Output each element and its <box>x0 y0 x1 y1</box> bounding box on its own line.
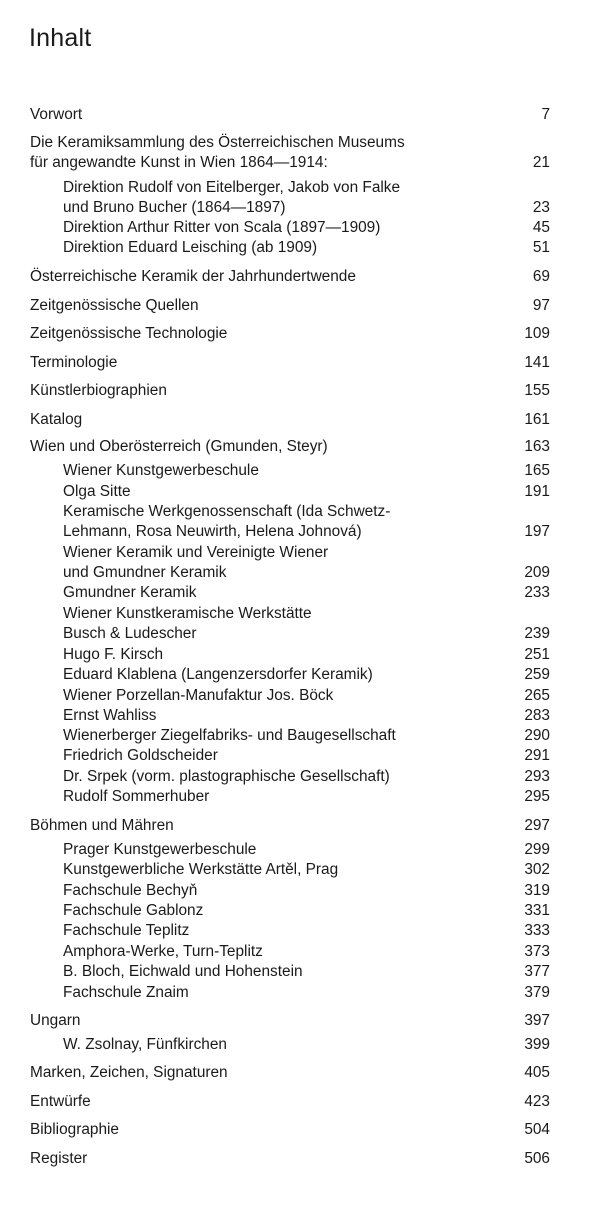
page-number: 251 <box>524 646 550 663</box>
page-number: 141 <box>524 354 550 371</box>
entry-title: Gmundner Keramik <box>63 584 197 601</box>
page-number: 161 <box>524 411 550 428</box>
entry-title: Fachschule Teplitz <box>63 922 190 939</box>
entry-title: Zeitgenössische Technologie <box>30 325 228 342</box>
entry-title: Katalog <box>30 411 83 428</box>
page-number: 259 <box>524 666 550 683</box>
entry-title: Direktion Arthur Ritter von Scala (1897—1909) <box>63 219 381 236</box>
entry-title: Hugo F. Kirsch <box>63 646 164 663</box>
page-number: 423 <box>524 1093 550 1110</box>
page-number: 333 <box>524 922 550 939</box>
page-number: 69 <box>532 268 550 285</box>
page-number: 233 <box>524 584 550 601</box>
entry-title: Register <box>30 1150 88 1167</box>
page-number: 109 <box>524 325 550 342</box>
entry-title: Amphora-Werke, Turn-Teplitz <box>63 943 263 960</box>
entry-title: W. Zsolnay, Fünfkirchen <box>63 1036 227 1053</box>
entry-title: Böhmen und Mähren <box>30 817 174 834</box>
entry-title: Fachschule Bechyň <box>63 882 198 899</box>
page-number: 295 <box>524 788 550 805</box>
entry-title: Ernst Wahliss <box>63 707 157 724</box>
page-number: 397 <box>524 1012 550 1029</box>
page-number: 97 <box>532 297 550 314</box>
page-number: 45 <box>532 219 550 236</box>
page-number: 379 <box>524 984 550 1001</box>
entry-title: für angewandte Kunst in Wien 1864—1914: <box>30 154 328 171</box>
entry-title: Busch & Ludescher <box>63 625 197 642</box>
entry-title: Marken, Zeichen, Signaturen <box>30 1064 228 1081</box>
entry-title: und Gmundner Keramik <box>63 564 227 581</box>
page-number: 155 <box>524 382 550 399</box>
page-number: 290 <box>524 727 550 744</box>
page-number: 209 <box>524 564 550 581</box>
page-number: 399 <box>524 1036 550 1053</box>
entry-title: Kunstgewerbliche Werkstätte Artěl, Prag <box>63 861 339 878</box>
page-number: 377 <box>524 963 550 980</box>
page-number: 405 <box>524 1064 550 1081</box>
entry-title: Prager Kunstgewerbeschule <box>63 841 257 858</box>
page-number: 239 <box>524 625 550 642</box>
page-number: 165 <box>524 462 550 479</box>
entry-title: Terminologie <box>30 354 118 371</box>
entry-title: Wiener Keramik und Vereinigte Wiener <box>63 544 329 561</box>
page-number: 291 <box>524 747 550 764</box>
entry-title: Direktion Eduard Leisching (ab 1909) <box>63 239 318 256</box>
page-number: 319 <box>524 882 550 899</box>
entry-title: Wien und Oberösterreich (Gmunden, Steyr) <box>30 438 328 455</box>
entry-title: Keramische Werkgenossenschaft (Ida Schwetz- <box>63 503 391 520</box>
entry-title: und Bruno Bucher (1864—1897) <box>63 199 286 216</box>
entry-title: Fachschule Gablonz <box>63 902 204 919</box>
page-number: 293 <box>524 768 550 785</box>
page-number: 373 <box>524 943 550 960</box>
entry-title: Wiener Kunstgewerbeschule <box>63 462 259 479</box>
page-number: 331 <box>524 902 550 919</box>
entry-title: Friedrich Goldscheider <box>63 747 218 764</box>
entry-title: Rudolf Sommerhuber <box>63 788 210 805</box>
entry-title: Wienerberger Ziegelfabriks- und Baugesellschaft <box>63 727 396 744</box>
entry-title: Zeitgenössische Quellen <box>30 297 199 314</box>
entry-title: Die Keramiksammlung des Österreichischen Museums <box>30 134 405 151</box>
page-number: 191 <box>524 483 550 500</box>
entry-title: Künstlerbiographien <box>30 382 167 399</box>
page-number: 163 <box>524 438 550 455</box>
entry-title: Bibliographie <box>30 1121 119 1138</box>
entry-title: Eduard Klablena (Langenzersdorfer Keramik) <box>63 666 373 683</box>
entry-title: Entwürfe <box>30 1093 91 1110</box>
page-number: 302 <box>524 861 550 878</box>
page-title: Inhalt <box>29 24 92 52</box>
page-number: 51 <box>532 239 550 256</box>
entry-title: Ungarn <box>30 1012 81 1029</box>
page-number: 283 <box>524 707 550 724</box>
page-number: 7 <box>541 106 550 123</box>
entry-title: Dr. Srpek (vorm. plastographische Gesellschaft) <box>63 768 390 785</box>
entry-title: Österreichische Keramik der Jahrhundertwende <box>30 268 356 285</box>
entry-title: Vorwort <box>30 106 83 123</box>
entry-title: Fachschule Znaim <box>63 984 189 1001</box>
entry-title: B. Bloch, Eichwald und Hohenstein <box>63 963 303 980</box>
page-number: 23 <box>532 199 550 216</box>
page-number: 506 <box>524 1150 550 1167</box>
entry-title: Wiener Porzellan-Manufaktur Jos. Böck <box>63 687 334 704</box>
page-number: 297 <box>524 817 550 834</box>
page-number: 197 <box>524 523 550 540</box>
page-number: 299 <box>524 841 550 858</box>
entry-title: Wiener Kunstkeramische Werkstätte <box>63 605 312 622</box>
entry-title: Direktion Rudolf von Eitelberger, Jakob von Falke <box>63 179 401 196</box>
entry-title: Lehmann, Rosa Neuwirth, Helena Johnová) <box>63 523 362 540</box>
page-number: 21 <box>532 154 550 171</box>
entry-title: Olga Sitte <box>63 483 131 500</box>
page-number: 265 <box>524 687 550 704</box>
page-number: 504 <box>524 1121 550 1138</box>
